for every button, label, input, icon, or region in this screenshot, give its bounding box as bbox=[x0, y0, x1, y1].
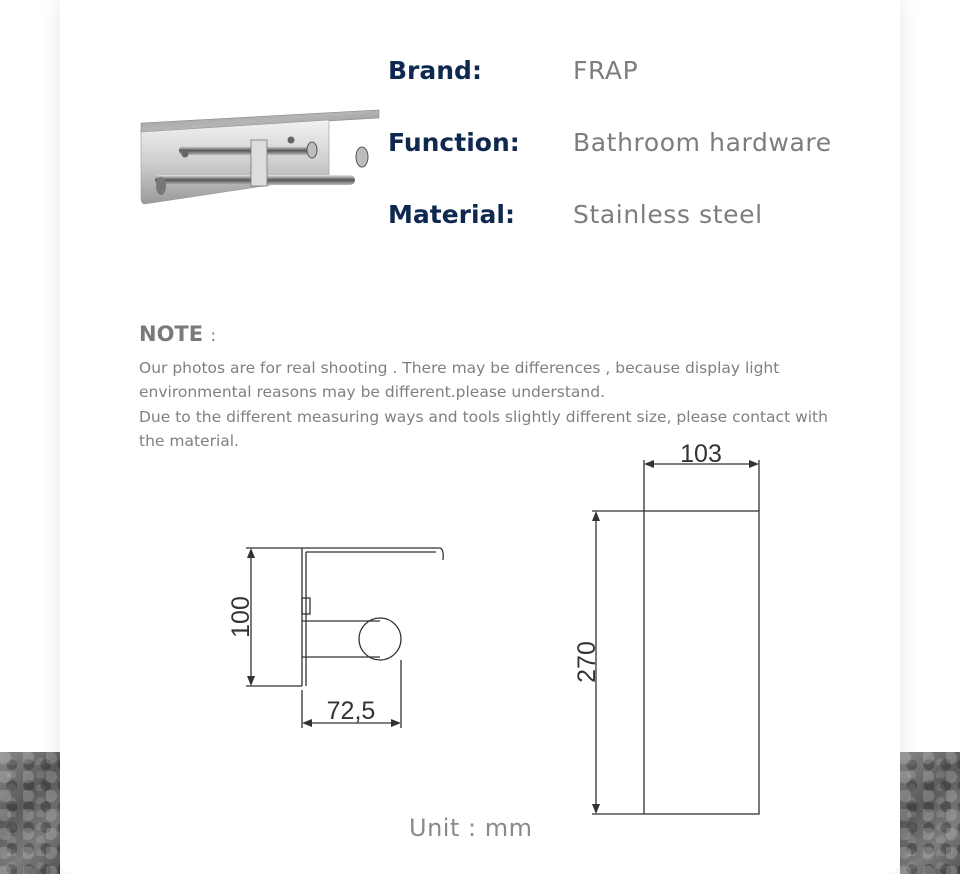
function-label: Function: bbox=[388, 128, 520, 157]
arrow-head bbox=[302, 719, 312, 727]
arrow-head bbox=[592, 804, 600, 814]
brand-value: FRAP bbox=[573, 56, 639, 85]
unit-label: Unit : mm bbox=[409, 814, 533, 842]
dimension-depth: 72,5 bbox=[326, 697, 376, 725]
note-paragraph-1: Our photos are for real shooting . There may be differences , because display light environmental reasons may be different.please understand. bbox=[139, 359, 780, 401]
material-label: Material: bbox=[388, 200, 515, 229]
note-paragraph-2: Due to the different measuring ways and tools slightly different size, please contact with the material. bbox=[139, 408, 828, 450]
dimension-height-side: 100 bbox=[227, 596, 255, 638]
note-colon: : bbox=[210, 326, 217, 346]
dimension-width: 103 bbox=[680, 440, 722, 468]
arrow-head bbox=[247, 676, 255, 686]
arrow-head bbox=[644, 460, 654, 468]
function-value: Bathroom hardware bbox=[573, 128, 832, 157]
material-value: Stainless steel bbox=[573, 200, 763, 229]
arrow-head bbox=[391, 719, 401, 727]
arrow-head bbox=[592, 511, 600, 521]
dimension-height-front: 270 bbox=[573, 641, 601, 683]
note-title-text: NOTE bbox=[139, 322, 204, 346]
front-view-drawing bbox=[592, 460, 759, 814]
arrow-head bbox=[247, 548, 255, 558]
brand-label: Brand: bbox=[388, 56, 482, 85]
arrow-head bbox=[749, 460, 759, 468]
